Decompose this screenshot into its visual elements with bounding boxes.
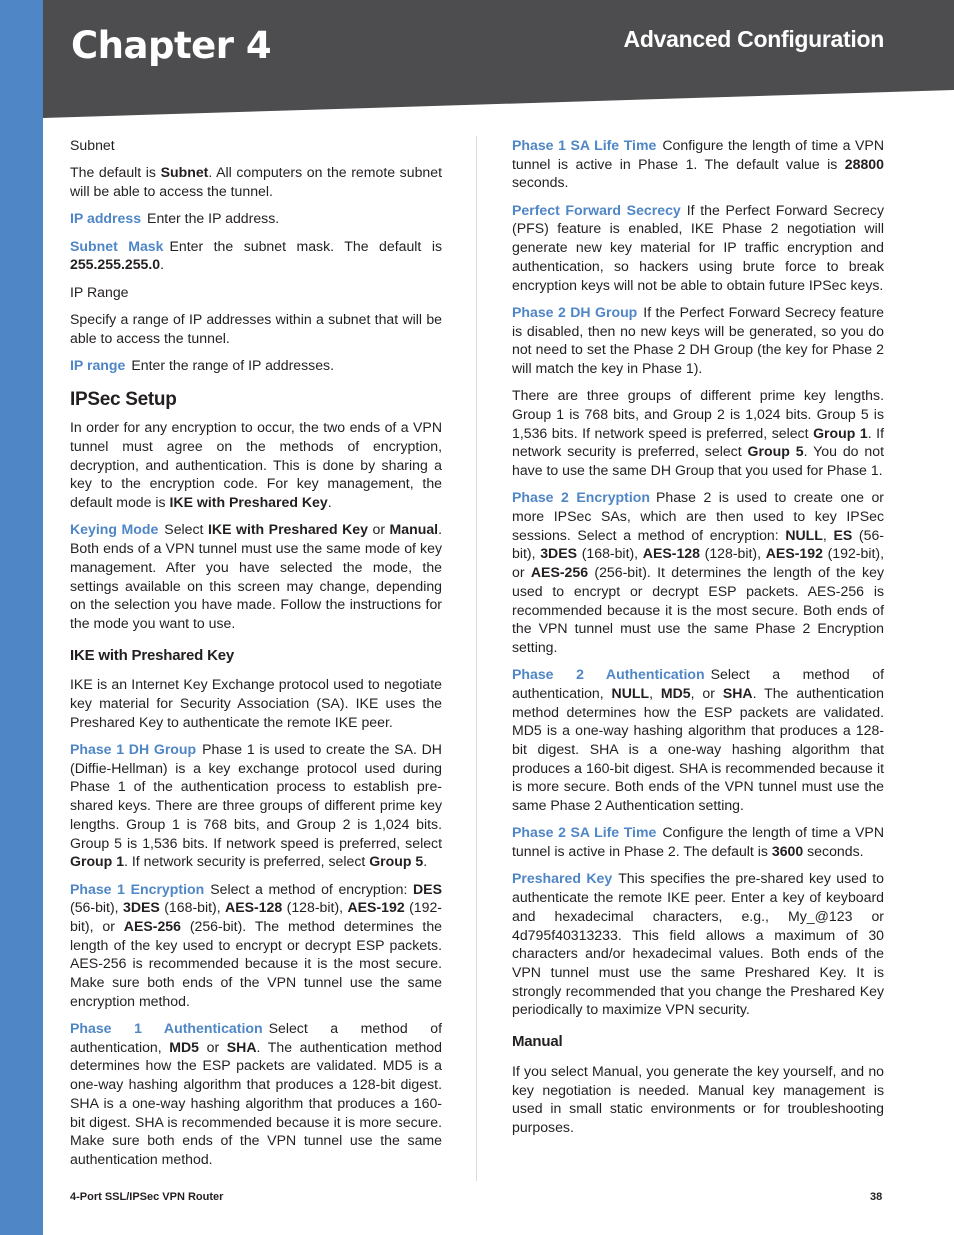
body-text: , — [649, 684, 661, 701]
body-text: Select a method of authentication, — [512, 666, 884, 701]
body-text: or — [367, 521, 390, 538]
body-text: There are three groups of different prime key lengths. Group 1 is 768 bits, and Group 2 is 1,024 bits. Group 5 is 1,536 bits. If network speed is preferred, select — [512, 387, 884, 441]
term-label: Phase 2 DH Group — [512, 303, 638, 320]
term-label: Phase 2 Authentication — [512, 666, 705, 683]
footer-page-number: 38 — [870, 1191, 883, 1203]
body-text: . The authentication method determines how the ESP packets are validated. MD5 is a one-way hashing algorithm that produces a 128-bit digest. SHA is a one-way hashing algorithm that produces a 160-bit digest. SHA is recommended because it is more secure. Both ends of the VPN tunnel must use the same Phase 2 Authentication setting. — [512, 684, 884, 814]
term-label: Phase 1 Authentication — [70, 1020, 263, 1037]
body-text: Select — [164, 521, 208, 538]
body-text: (128-bit), — [282, 899, 348, 916]
bold-value: Group 5 — [747, 443, 804, 460]
section-heading: Manual — [512, 1033, 563, 1051]
body-text: seconds. — [512, 174, 569, 191]
body-text: Phase 1 is used to create the SA. DH (Diffie-Hellman) is a key exchange protocol used during Phase 1 of the authentication process to establish pre-shared keys. There are three groups of different prime key lengths. Group 1 is 768 bits, and Group 2 is 1,024 bits. Group 5 is 1,536 bits. If network speed is preferred, select — [70, 741, 442, 851]
body-text: (256-bit). It determines the length of the key used to encrypt or decrypt ESP packets. AES-256 is recommended because it is the most secure. Both ends of the VPN tunnel must use the same Phase 2 Encryption setting. — [512, 564, 884, 655]
paragraph — [70, 418, 442, 512]
paragraph — [70, 209, 442, 228]
term-label: IP address — [70, 210, 142, 227]
body-text: Select a method of encryption: — [210, 880, 413, 897]
body-text: (192-bit), or — [70, 899, 442, 934]
body-text: Enter the IP address. — [147, 210, 280, 227]
bold-value: NULL — [785, 526, 823, 543]
paragraph — [70, 237, 442, 274]
paragraph — [512, 823, 884, 860]
bold-value: 3DES — [540, 545, 578, 562]
bold-value: MD5 — [169, 1038, 200, 1055]
body-text: seconds. — [803, 843, 864, 860]
bold-value: 3600 — [771, 843, 804, 860]
body-text: Select a method of authentication, — [70, 1020, 442, 1055]
paragraph — [70, 520, 442, 632]
body-text: (168-bit), — [577, 545, 643, 562]
body-text: . Both ends of a VPN tunnel must use the same mode of key management. After you have selected the mode, the settings available on this screen may change, depending on the selection you have made. Follow the instructions for the mode you want to use. — [70, 521, 443, 631]
bold-value: AES-128 — [642, 545, 700, 562]
body-text: Enter the subnet mask. The default is — [169, 237, 442, 254]
term-label: Phase 2 Encryption — [512, 489, 650, 506]
bold-value: AES-128 — [225, 899, 283, 916]
paragraph — [70, 740, 442, 871]
bold-value: DES — [413, 880, 442, 897]
bold-value: 255.255.255.0 — [70, 256, 161, 273]
body-text: . You do not have to use the same DH Group that you used for Phase 1. — [512, 443, 884, 479]
term-label: Phase 1 SA Life Time — [512, 137, 657, 153]
paragraph — [512, 386, 884, 480]
section-heading: IPSec Setup — [70, 388, 177, 410]
body-text: (56-bit), — [512, 526, 884, 562]
body-text: . — [160, 256, 165, 273]
left-column — [70, 136, 442, 1177]
bold-value: AES-256 — [123, 917, 181, 934]
body-text: . The authentication method determines how the ESP packets are validated. MD5 is a one-way hashing algorithm that produces a 128-bit digest. SHA is a one-way hashing algorithm that produces a 160-bit digest. SHA is recommended because it is more secure. Make sure both ends of the VPN tunnel use the same authentication method. — [70, 1038, 442, 1167]
bold-value: ES — [833, 526, 853, 543]
body-text: If the Perfect Forward Secrecy (PFS) feature is enabled, IKE Phase 2 negotiation will generate new key material for IP traffic encryption and authentication, so hackers using brute force to break encryption keys will not be able to obtain future IPSec keys. — [512, 201, 884, 293]
bold-value: AES-192 — [347, 899, 405, 916]
bold-value: Subnet — [160, 164, 209, 181]
body-text: or — [199, 1038, 227, 1055]
body-text: Enter the range of IP addresses. — [131, 356, 335, 373]
bold-value: IKE with Preshared Key — [169, 494, 328, 511]
term-label: Phase 1 DH Group — [70, 741, 197, 758]
paragraph — [512, 869, 884, 1019]
bold-value: MD5 — [660, 684, 691, 701]
body-text: (192-bit), or — [512, 545, 884, 581]
bold-value: Manual — [389, 521, 439, 538]
paragraph — [512, 303, 884, 378]
paragraph — [70, 1019, 442, 1169]
paragraph — [512, 665, 884, 815]
body-text: . — [327, 494, 332, 511]
body-text: , or — [690, 684, 723, 701]
body-text: (168-bit), — [159, 899, 226, 916]
paragraph: IP Range — [70, 283, 129, 300]
paragraph: Specify a range of IP addresses within a subnet that will be able to access the tunnel. — [70, 310, 442, 346]
body-text: . — [423, 853, 428, 870]
section-title: Advanced Configuration — [623, 26, 884, 52]
body-text: . If network security is preferred, select — [124, 853, 370, 870]
bold-value: IKE with Preshared Key — [207, 521, 368, 538]
page-header — [43, 0, 954, 118]
bold-value: AES-256 — [530, 564, 589, 581]
body-text: , — [822, 526, 834, 543]
body-text: In order for any encryption to occur, the two ends of a VPN tunnel must agree on the methods of encryption, decryption, and authentication. This is done by sharing a key to the encryption code. For key management, the default mode is — [70, 419, 442, 511]
body-text: (256-bit). The method determines the length of the key used to encrypt or decrypt ESP packets. AES-256 is recommended because it is the most secure. Make sure both ends of the VPN tunnel use the same encryption method. — [70, 917, 443, 1009]
bold-value: AES-192 — [765, 545, 823, 562]
body-text: Configure the length of time a VPN tunnel is active in Phase 1. The default value is — [512, 137, 885, 172]
paragraph: Subnet — [70, 137, 115, 153]
bold-value: SHA — [722, 684, 753, 701]
paragraph — [512, 136, 884, 192]
bold-value: Group 5 — [369, 853, 424, 870]
body-text: The default is — [70, 164, 161, 181]
paragraph — [512, 201, 884, 295]
term-label: Phase 2 SA Life Time — [512, 824, 657, 841]
bold-value: NULL — [611, 684, 650, 701]
body-text: (56-bit), — [70, 899, 123, 916]
paragraph: If you select Manual, you generate the key yourself, and no key negotiation is needed. Manual key management is used in small static environments or for troubleshooting purposes. — [512, 1062, 884, 1135]
body-text: Configure the length of time a VPN tunnel is active in Phase 2. The default is — [512, 824, 885, 860]
term-label: IP range — [70, 356, 126, 373]
body-text: This specifies the pre-shared key used to authenticate the remote IKE peer. Enter a key of keyboard and hexadecimal characters, e.g., My_@123 or 4d795f40313233. This field allows a maximum of 30 characters and/or hexadecimal values. Both ends of the VPN tunnel must use the same Preshared Key. It is strongly recommended that you change the Preshared Key periodically to maximize VPN security. — [512, 870, 884, 1018]
bold-value: 3DES — [122, 899, 160, 916]
term-label: Perfect Forward Secrecy — [512, 201, 681, 218]
bold-value: Group 1 — [813, 424, 868, 441]
term-label: Preshared Key — [512, 870, 613, 887]
bold-value: SHA — [226, 1038, 257, 1055]
footer-product-name: 4-Port SSL/IPSec VPN Router — [70, 1191, 224, 1203]
paragraph: IKE is an Internet Key Exchange protocol used to negotiate key material for Security Association (SA). IKE uses the Preshared Key to authenticate the remote IKE peer. — [70, 676, 442, 730]
term-label: Subnet Mask — [70, 237, 164, 254]
right-column — [512, 136, 884, 1145]
paragraph — [70, 163, 442, 200]
paragraph — [70, 356, 442, 375]
body-text: Phase 2 is used to create one or more IPSec SAs, which are then used to key IPSec sessions. Select a method of encryption: — [512, 489, 885, 543]
chapter-title: Chapter 4 — [71, 24, 272, 67]
body-text: . If network security is preferred, select — [512, 424, 884, 460]
column-divider — [476, 136, 477, 1181]
body-text: . All computers on the remote subnet will be able to access the tunnel. — [70, 164, 443, 199]
bold-value: 28800 — [844, 155, 884, 172]
term-label: Keying Mode — [70, 521, 159, 538]
term-label: Phase 1 Encryption — [70, 880, 205, 897]
paragraph — [70, 880, 442, 1011]
section-heading: IKE with Preshared Key — [70, 646, 234, 664]
side-color-bar — [0, 0, 43, 1235]
body-text: If the Perfect Forward Secrecy feature is disabled, then no new keys will be generated, so you do not need to set the Phase 2 DH Group (the key for Phase 2 will match the key in Phase 1). — [512, 303, 884, 376]
body-text: (128-bit), — [699, 545, 766, 562]
bold-value: Group 1 — [70, 853, 125, 870]
paragraph — [512, 488, 884, 656]
